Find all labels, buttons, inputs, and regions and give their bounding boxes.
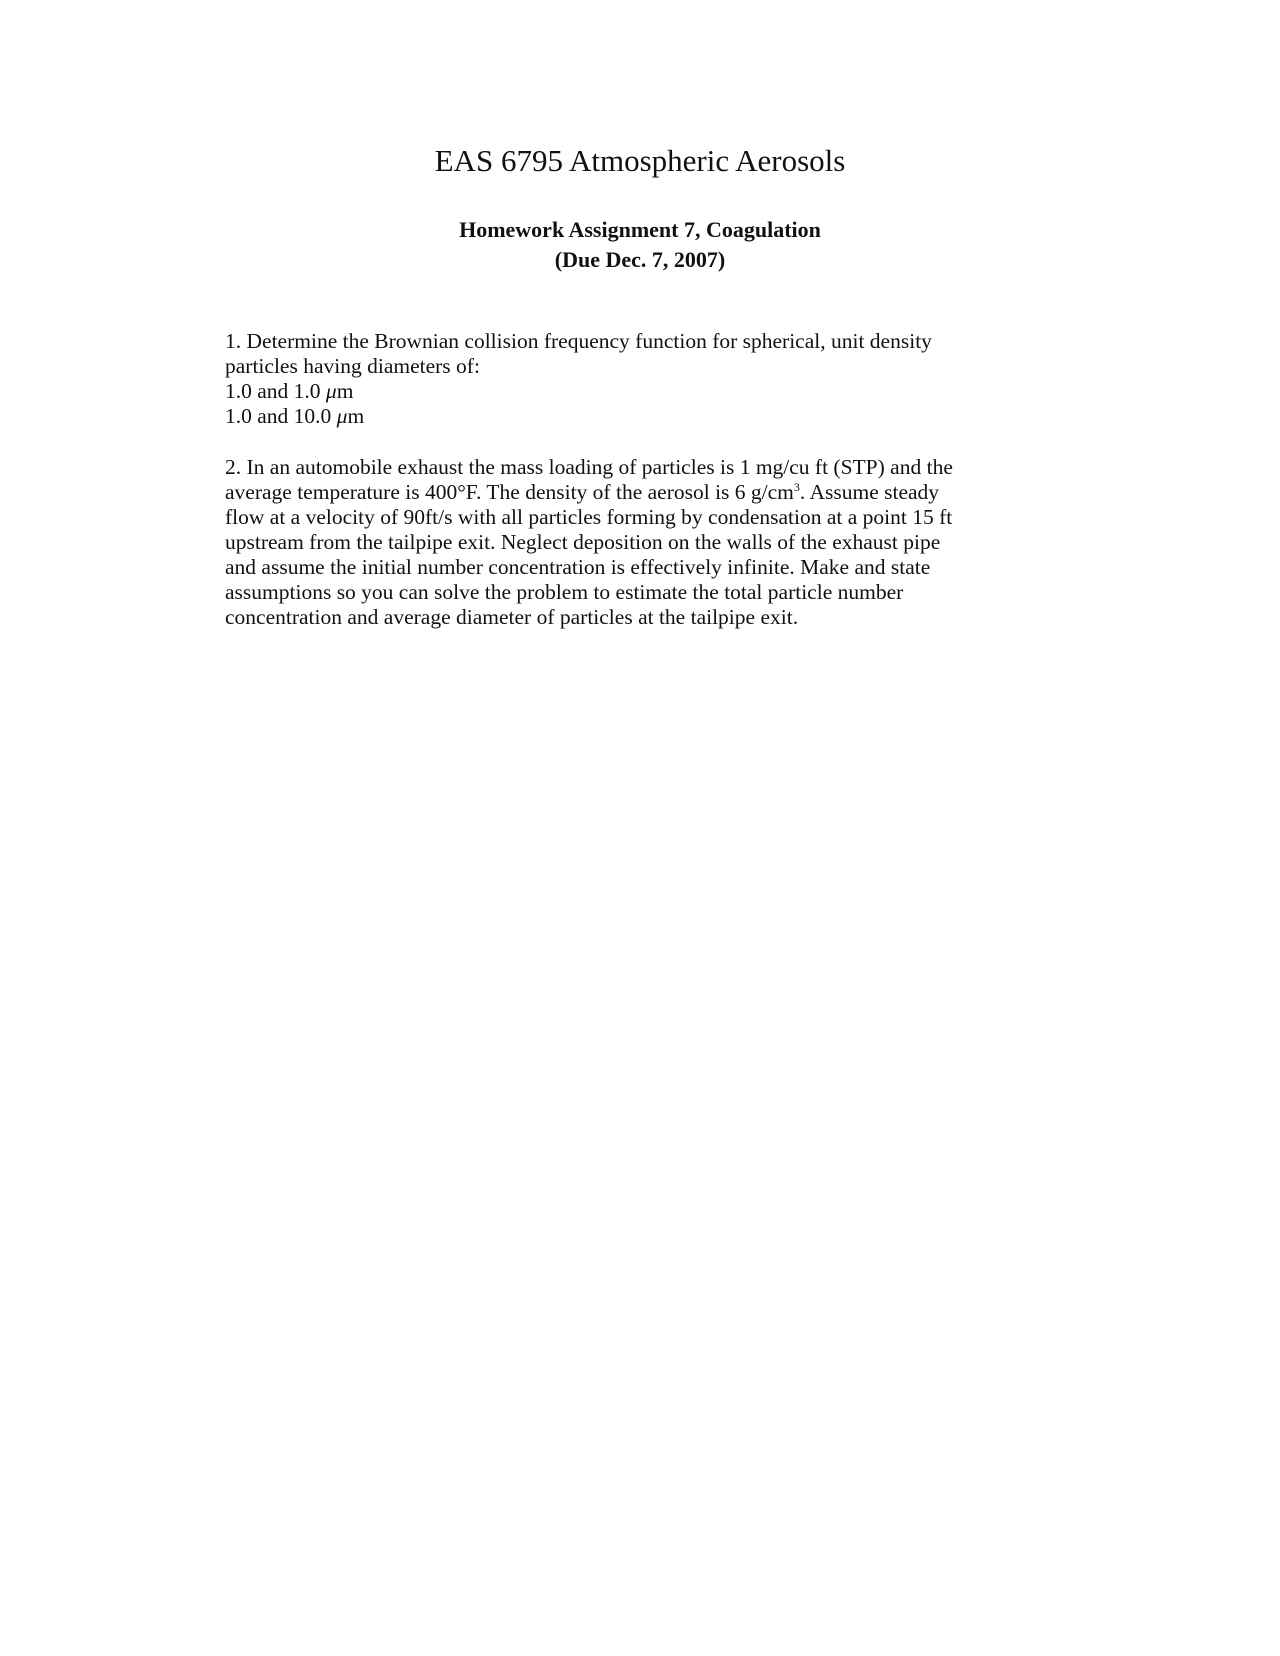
question-2-line-3: flow at a velocity of 90ft/s with all particles forming by condensation at a point 15 ft [225,505,953,529]
meter-unit: m [347,404,365,428]
assignment-title: Homework Assignment 7, Coagulation [459,217,821,242]
diameter-pair-2-values: 1.0 and 10.0 [225,404,337,428]
question-1 [225,329,1085,429]
question-2-line-6: assumptions so you can solve the problem to estimate the total particle number [225,580,904,604]
due-date: (Due Dec. 7, 2007) [554,247,726,272]
question-2-line-2 [225,480,1085,505]
question-2-line-2-end: . Assume steady [799,480,940,504]
micro-symbol: μ [336,404,348,428]
question-1-line-1: 1. Determine the Brownian collision frequency function for spherical, unit density [225,329,932,353]
question-2-line-2-start: average temperature is 400°F. The density of the aerosol is 6 g/cm [225,480,794,504]
question-2-line-7: concentration and average diameter of particles at the tailpipe exit. [225,605,799,629]
question-1-line-2: particles having diameters of: [225,354,480,378]
course-title: EAS 6795 Atmospheric Aerosols [434,143,846,178]
diameter-pair-1-values: 1.0 and 1.0 [225,379,326,403]
question-2-line-5: and assume the initial number concentration is effectively infinite. Make and state [225,555,931,579]
question-2-line-1: 2. In an automobile exhaust the mass loading of particles is 1 mg/cu ft (STP) and the [225,455,953,479]
question-2-line-4: upstream from the tailpipe exit. Neglect deposition on the walls of the exhaust pipe [225,530,941,554]
diameter-pair-2 [225,404,1085,429]
micro-symbol: μ [325,379,337,403]
diameter-pair-1 [225,379,1085,404]
cubed-superscript: 3 [793,480,800,494]
question-2 [225,455,1085,630]
meter-unit: m [336,379,354,403]
